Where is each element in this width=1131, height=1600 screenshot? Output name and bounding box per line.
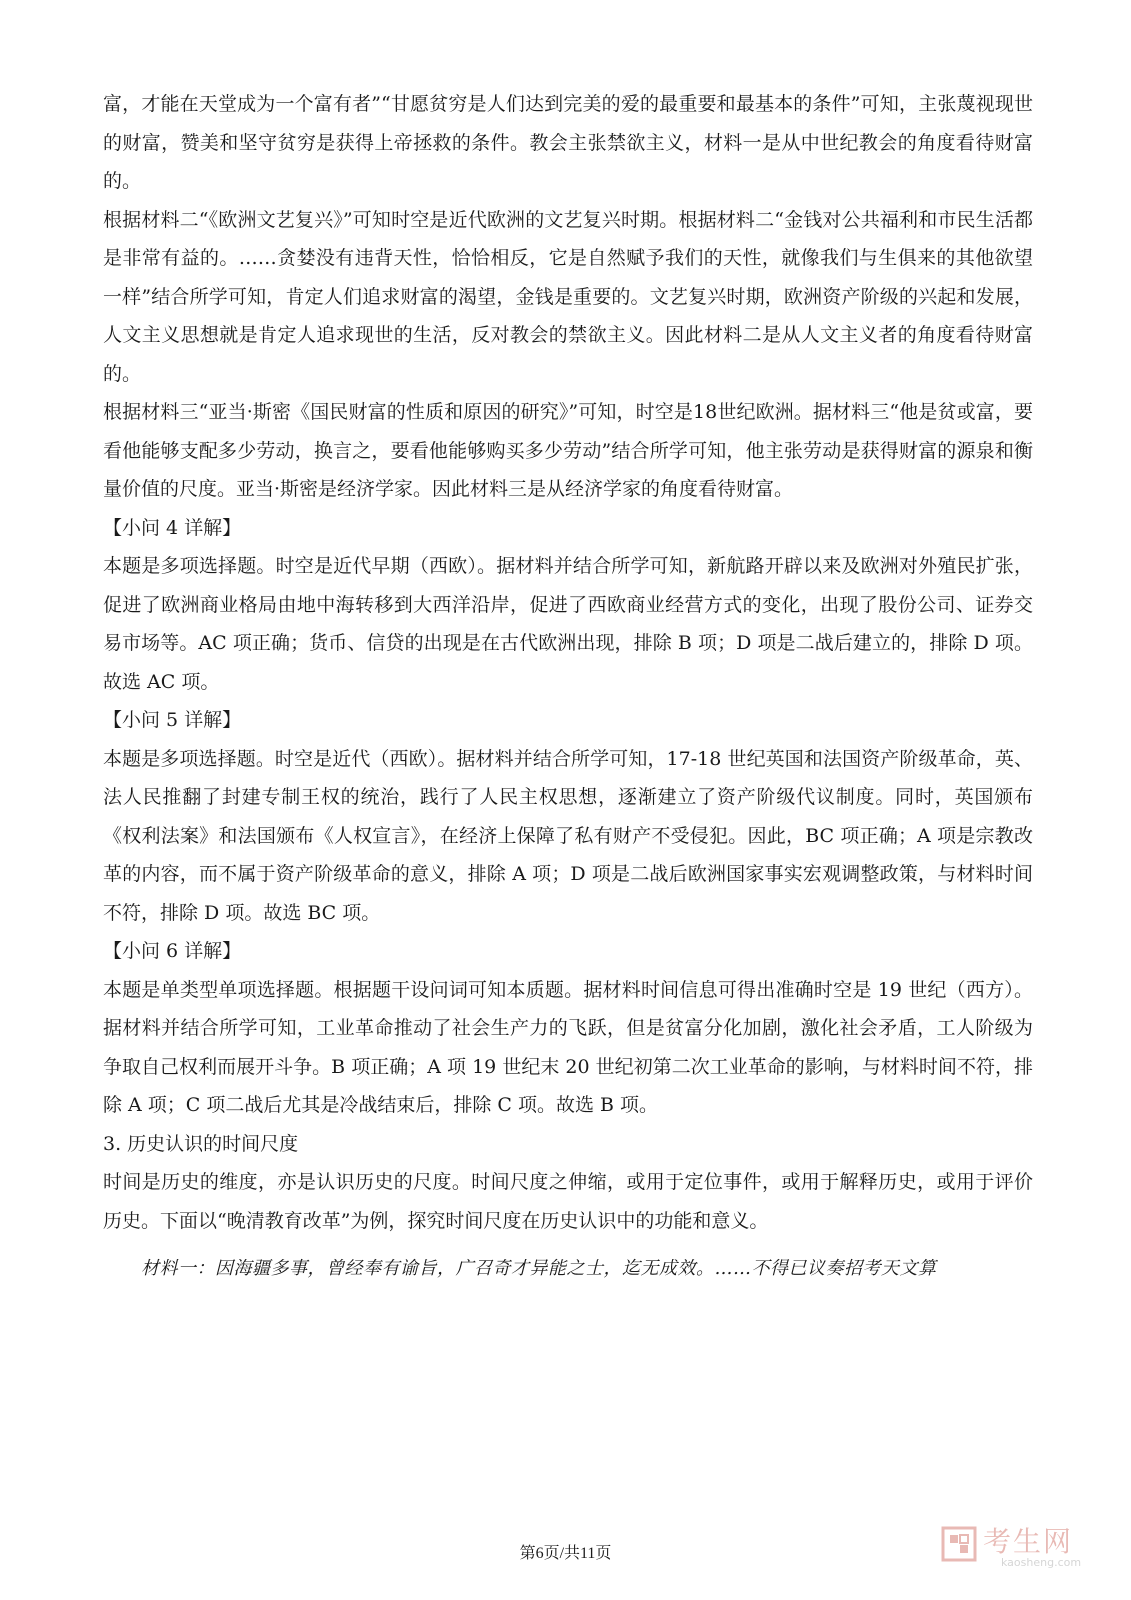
material-one-quote: 材料一：因海疆多事，曾经奉有谕旨，广召奇才异能之士，迄无成效。……不得已议奏招考天文算 (141, 1258, 937, 1279)
watermark-brand: 考生网 (983, 1525, 1074, 1558)
section-3-intro: 时间是历史的维度，亦是认识历史的尺度。时间尺度之伸缩，或用于定位事件，或用于解释历史，或用于评价历史。下面以“晚清教育改革”为例，探究时间尺度在历史认识中的功能和意义。 (103, 1171, 1033, 1232)
document-body (103, 85, 1033, 1289)
question-6-explanation: 本题是单类型单项选择题。根据题干设问词可知本质题。据材料时间信息可得出准确时空是 19 世纪（西方）。据材料并结合所学可知，工业革命推动了社会生产力的飞跃，但是贫富分化加剧，激化社会矛盾，工人阶级为争取自己权利而展开斗争。B 项正确；A 项 19 世纪末 20 世纪初第二次工业革命的影响，与材料时间不符，排除 A 项；C 项二战后尤其是冷战结束后，排除 C 项。故选 B 项。 (103, 978, 1033, 1116)
watermark (941, 1520, 1091, 1576)
page-number: 第6页/共11页 (519, 1545, 612, 1562)
question-6-heading: 【小问 6 详解】 (103, 940, 242, 962)
question-4-explanation: 本题是多项选择题。时空是近代早期（西欧）。据材料并结合所学可知，新航路开辟以来及欧洲对外殖民扩张，促进了欧洲商业格局由地中海转移到大西洋沿岸，促进了西欧商业经营方式的变化，出现了股份公司、证券交易市场等。AC 项正确；货币、信贷的出现是在古代欧洲出现，排除 B 项；D 项是二战后建立的，排除 D 项。故选 AC 项。 (103, 555, 1033, 693)
question-4-heading: 【小问 4 详解】 (103, 516, 242, 539)
question-5-heading: 【小问 5 详解】 (103, 709, 242, 731)
section-3-title: 3. 历史认识的时间尺度 (103, 1132, 299, 1155)
paragraph-material-one-analysis: 富，才能在天堂成为一个富有者”“甘愿贫穷是人们达到完美的爱的最重要和最基本的条件”可知，主张蔑视现世的财富，赞美和坚守贫穷是获得上帝拯救的条件。教会主张禁欲主义，材料一是从中世纪教会的角度看待财富的。 (103, 93, 1033, 192)
spacer (103, 1240, 1033, 1250)
paragraph-material-three-analysis: 根据材料三“亚当·斯密《国民财富的性质和原因的研究》”可知，时空是18世纪欧洲。据材料三“他是贫或富，要看他能够支配多少劳动，换言之，要看他能够购买多少劳动”结合所学可知，他主张劳动是获得财富的源泉和衡量价值的尺度。亚当·斯密是经济学家。因此材料三是从经济学家的角度看待财富。 (103, 401, 1033, 500)
watermark-url: kaosheng.com (1001, 1556, 1082, 1569)
paragraph-material-two-analysis: 根据材料二“《欧洲文艺复兴》”可知时空是近代欧洲的文艺复兴时期。根据材料二“金钱对公共福利和市民生活都是非常有益的。……贪婪没有违背天性，恰恰相反，它是自然赋予我们的天性，就像我们与生俱来的其他欲望一样”结合所学可知，肯定人们追求财富的渴望，金钱是重要的。文艺复兴时期，欧洲资产阶级的兴起和发展，人文主义思想就是肯定人追求现世的生活，反对教会的禁欲主义。因此材料二是从人文主义者的角度看待财富的。 (103, 208, 1033, 385)
question-5-explanation: 本题是多项选择题。时空是近代（西欧）。据材料并结合所学可知，17-18 世纪英国和法国资产阶级革命，英、法人民推翻了封建专制王权的统治，践行了人民主权思想，逐渐建立了资产阶级代议制度。同时，英国颁布《权利法案》和法国颁布《人权宣言》，在经济上保障了私有财产不受侵犯。因此，BC 项正确；A 项是宗教改革的内容，而不属于资产阶级革命的意义，排除 A 项；D 项是二战后欧洲国家事实宏观调整政策，与材料时间不符，排除 D 项。故选 BC 项。 (103, 747, 1033, 924)
kaosheng-logo-icon (941, 1526, 977, 1562)
